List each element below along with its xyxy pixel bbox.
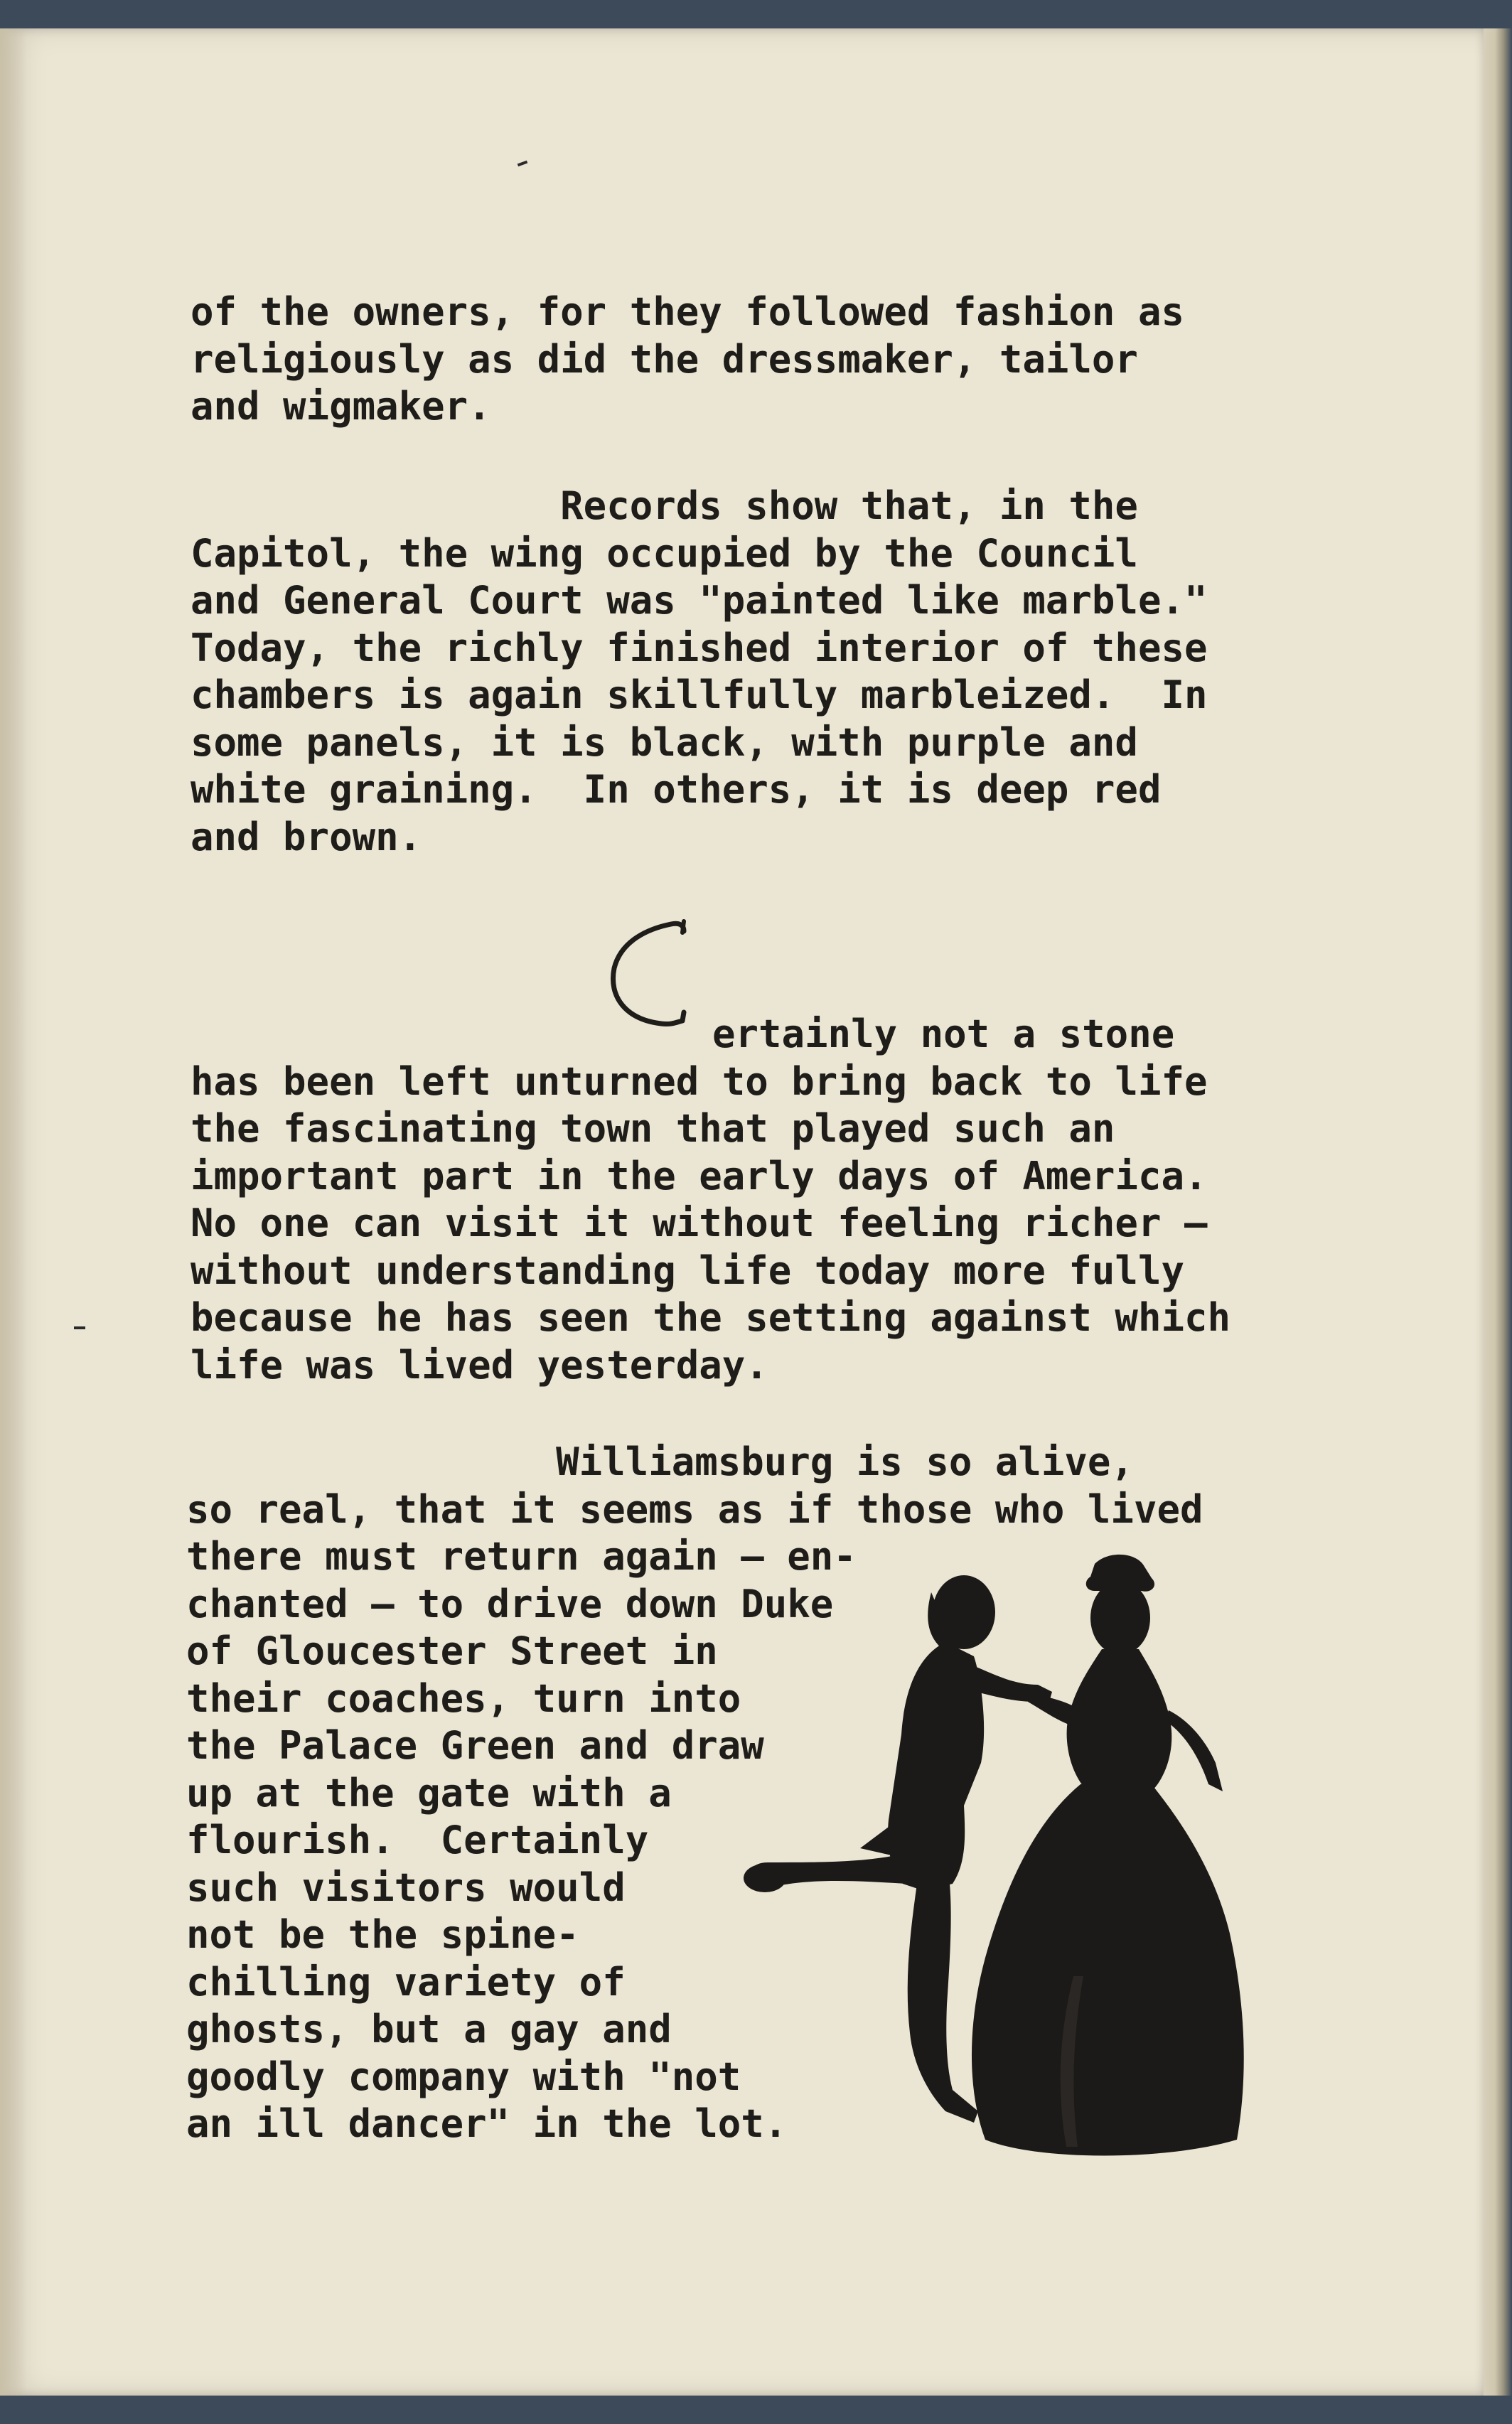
ink-speck [74, 1326, 85, 1329]
paragraph-williamsburg: Williamsburg is so alive, so real, that it seems as if those who lived there must return again — en- chanted — to drive down Duke of Gloucester Street in their coaches, turn into the Palace Green and draw up at the gate with a flourish. Certainly such visitors would not be the spine- chilling variety of ghosts, but a gay and goodly company with "not an ill dancer" in the lot. [186, 1439, 1203, 2146]
paragraph-certainly-text: ertainly not a stone has been left unturned to bring back to life the fascinating town that played such an important part in the early days of America. No one can visit it without feeling richer — without understanding life today more fully because he has seen the setting against which life was lived yesterday. [191, 1012, 1230, 1388]
colonial-couple-silhouette-icon [739, 1550, 1251, 2161]
page-gutter [0, 28, 27, 2396]
paragraph-certainly [191, 1011, 1230, 1389]
paragraph-records: Records show that, in the Capitol, the wing occupied by the Council and General Court was "painted like marble." Today, the richly finished interior of these chambers is again skillfully marbleized. In some panels, it is black, with purple and white graining. In others, it is deep red and brown. [191, 483, 1208, 859]
paragraph-owners: of the owners, for they followed fashion as religiously as did the dressmaker, tailor and wigmaker. [191, 289, 1184, 429]
page-edge [1484, 28, 1512, 2396]
